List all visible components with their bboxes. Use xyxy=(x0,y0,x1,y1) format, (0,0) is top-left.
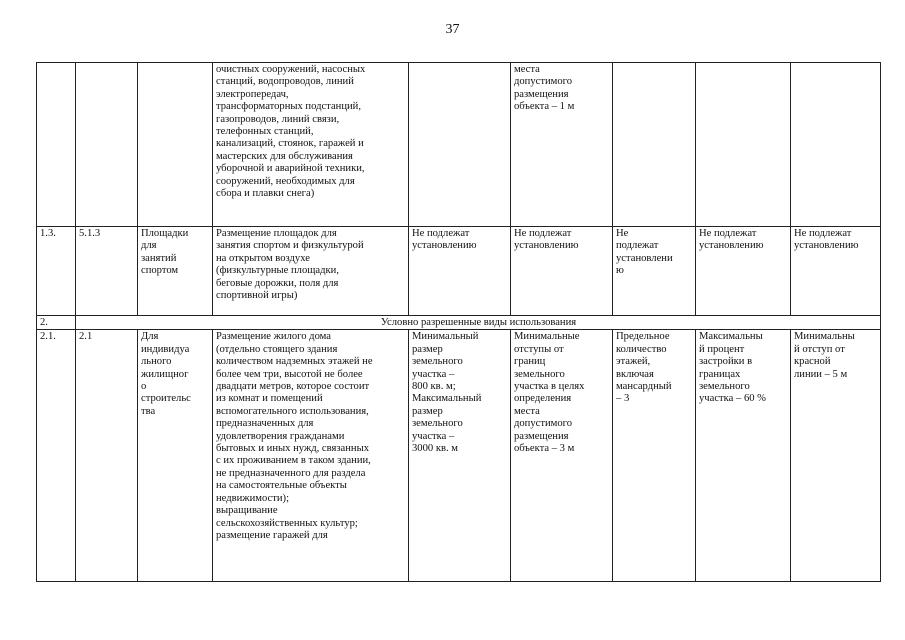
description-cell: Размещение площадок для занятия спортом и физкультурой на открытом воздухе (физкультурные площадки, беговые дорожки, поля для спортивной игры) xyxy=(213,227,409,316)
coverage-cell xyxy=(696,63,791,227)
code-cell xyxy=(76,63,138,227)
zoning-regulations-table xyxy=(36,62,881,582)
setback-cell: Минимальные отступы от границ земельного участка в целях определения места допустимого размещения объекта – 3 м xyxy=(511,330,613,582)
table-row xyxy=(37,227,881,316)
setback-cell: места допустимого размещения объекта – 1 м xyxy=(511,63,613,227)
red-line-setback-cell xyxy=(791,63,881,227)
row-number-cell: 1.3. xyxy=(37,227,76,316)
plot-size-cell: Минимальный размер земельного участка – 800 кв. м; Максимальный размер земельного участка – 3000 кв. м xyxy=(409,330,511,582)
row-number-cell: 2.1. xyxy=(37,330,76,582)
setback-cell: Не подлежат установлению xyxy=(511,227,613,316)
coverage-cell: Максимальны й процент застройки в границах земельного участка – 60 % xyxy=(696,330,791,582)
red-line-setback-cell: Не подлежат установлению xyxy=(791,227,881,316)
use-type-cell xyxy=(138,63,213,227)
row-number-cell xyxy=(37,63,76,227)
use-type-cell: Для индивидуа льного жилищног о строительс тва xyxy=(138,330,213,582)
section-number-cell: 2. xyxy=(37,316,76,330)
floors-cell: Предельное количество этажей, включая мансардный – 3 xyxy=(613,330,696,582)
coverage-cell: Не подлежат установлению xyxy=(696,227,791,316)
table-row xyxy=(37,63,881,227)
description-cell: Размещение жилого дома (отдельно стоящего здания количеством надземных этажей не более чем три, высотой не более двадцати метров, которое состоит из комнат и помещений вспомогательного использования, предназначенных для удовлетворения гражданами бытовых и иных нужд, связанных с их проживанием в таком здании, не предназначенного для раздела на самостоятельные объекты недвижимости); выращивание сельскохозяйственных культур; размещение гаражей для xyxy=(213,330,409,582)
table-row xyxy=(37,330,881,582)
plot-size-cell xyxy=(409,63,511,227)
floors-cell xyxy=(613,63,696,227)
section-title: Условно разрешенные виды использования xyxy=(76,316,881,330)
code-cell: 2.1 xyxy=(76,330,138,582)
page-number: 37 xyxy=(445,22,460,37)
plot-size-cell: Не подлежат установлению xyxy=(409,227,511,316)
red-line-setback-cell: Минимальны й отступ от красной линии – 5 м xyxy=(791,330,881,582)
section-header-row xyxy=(37,316,881,330)
use-type-cell: Площадки для занятий спортом xyxy=(138,227,213,316)
description-cell: очистных сооружений, насосных станций, водопроводов, линий электропередач, трансформаторных подстанций, газопроводов, линий связи, телефонных станций, канализаций, стоянок, гаражей и мастерских для обслуживания уборочной и аварийной техники, сооружений, необходимых для сбора и плавки снега) xyxy=(213,63,409,227)
code-cell: 5.1.3 xyxy=(76,227,138,316)
floors-cell: Не подлежат установлени ю xyxy=(613,227,696,316)
